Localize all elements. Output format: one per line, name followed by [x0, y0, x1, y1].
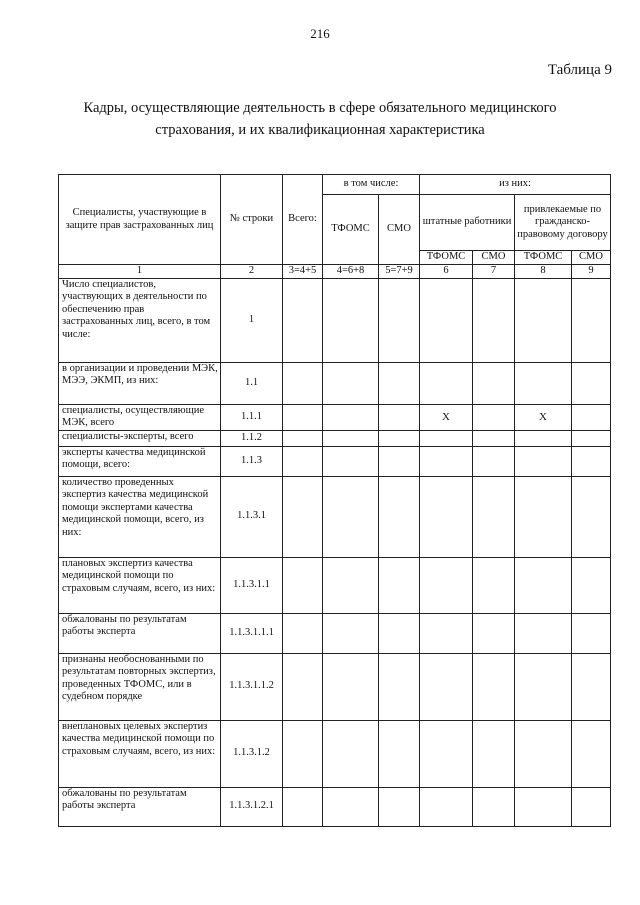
- table-header: [59, 175, 611, 279]
- row-value-cell: [572, 720, 611, 787]
- row-value-cell: [515, 362, 572, 404]
- column-number: 8: [515, 265, 572, 279]
- row-value-cell: [420, 653, 473, 720]
- row-value-cell: [323, 557, 379, 613]
- row-value-cell: [572, 613, 611, 653]
- row-value-cell: [473, 404, 515, 430]
- row-value-cell: [379, 557, 420, 613]
- row-value-cell: [420, 613, 473, 653]
- row-value-cell: [323, 613, 379, 653]
- row-value-cell: [379, 446, 420, 476]
- column-number: 1: [59, 265, 221, 279]
- row-code: 1.1.3.1.2.1: [221, 787, 283, 826]
- table-row: [59, 557, 611, 613]
- staff-qualification-table: [58, 174, 611, 827]
- row-code: 1.1: [221, 362, 283, 404]
- row-value-cell: [572, 476, 611, 557]
- row-value-cell: [379, 613, 420, 653]
- table-row: [59, 476, 611, 557]
- column-number: 7: [473, 265, 515, 279]
- column-number: 4=6+8: [323, 265, 379, 279]
- row-value-cell: [379, 476, 420, 557]
- table-label: Таблица 9: [547, 62, 612, 78]
- header-staff-employees: штатные работники: [420, 195, 515, 251]
- row-value-cell: [323, 653, 379, 720]
- row-value-cell: [473, 720, 515, 787]
- row-value-cell: [572, 653, 611, 720]
- row-value-cell: [420, 557, 473, 613]
- row-total-cell: [283, 404, 323, 430]
- row-value-cell: [420, 278, 473, 362]
- row-code: 1: [221, 278, 283, 362]
- row-value-cell: [572, 446, 611, 476]
- row-total-cell: [283, 362, 323, 404]
- row-value-cell: [323, 720, 379, 787]
- row-value-cell: X: [515, 404, 572, 430]
- table-body: [59, 278, 611, 826]
- row-total-cell: [283, 446, 323, 476]
- row-code: 1.1.3.1: [221, 476, 283, 557]
- row-value-cell: [323, 278, 379, 362]
- header-total: Всего:: [283, 175, 323, 265]
- column-numbering-row: [59, 265, 611, 279]
- row-value-cell: [473, 278, 515, 362]
- row-value-cell: [473, 613, 515, 653]
- row-label: Число специалистов, участвующих в деятельности по обеспечению прав застрахованных лиц, всего, в том числе:: [59, 278, 221, 362]
- row-value-cell: [323, 446, 379, 476]
- row-value-cell: [572, 404, 611, 430]
- row-value-cell: [515, 720, 572, 787]
- row-value-cell: [379, 362, 420, 404]
- row-value-cell: [515, 557, 572, 613]
- row-value-cell: [473, 446, 515, 476]
- row-value-cell: [379, 787, 420, 826]
- row-code: 1.1.3.1.2: [221, 720, 283, 787]
- row-value-cell: [473, 476, 515, 557]
- header-contract-employees: привлекаемые по гражданско-правовому договору: [515, 195, 611, 251]
- table-row: [59, 404, 611, 430]
- row-total-cell: [283, 787, 323, 826]
- row-value-cell: [420, 720, 473, 787]
- row-value-cell: [572, 430, 611, 446]
- column-number: 9: [572, 265, 611, 279]
- header-staff-tfoms: ТФОМС: [420, 251, 473, 265]
- column-number: 5=7+9: [379, 265, 420, 279]
- row-label: признаны необоснованными по результатам повторных экспертиз, проведенных ТФОМС, или в судебном порядке: [59, 653, 221, 720]
- document-title: Кадры, осуществляющие деятельность в сфере обязательного медицинского страхования, и их квалификационная характеристика: [83, 100, 557, 138]
- row-value-cell: [420, 476, 473, 557]
- table-row: [59, 720, 611, 787]
- column-number: 3=4+5: [283, 265, 323, 279]
- row-value-cell: [473, 430, 515, 446]
- row-value-cell: [515, 613, 572, 653]
- row-value-cell: [379, 720, 420, 787]
- row-value-cell: X: [420, 404, 473, 430]
- row-value-cell: [323, 787, 379, 826]
- row-code: 1.1.2: [221, 430, 283, 446]
- row-value-cell: [515, 476, 572, 557]
- header-contract-smo: СМО: [572, 251, 611, 265]
- table-row: [59, 653, 611, 720]
- row-label: количество проведенных экспертиз качества медицинской помощи экспертами качества медицинской помощи, всего, из них:: [59, 476, 221, 557]
- row-label: в организации и проведении МЭК, МЭЭ, ЭКМП, из них:: [59, 362, 221, 404]
- row-total-cell: [283, 613, 323, 653]
- row-code: 1.1.3: [221, 446, 283, 476]
- row-value-cell: [379, 430, 420, 446]
- table-row: [59, 787, 611, 826]
- table-row: [59, 362, 611, 404]
- row-total-cell: [283, 278, 323, 362]
- header-of-them: из них:: [420, 175, 611, 195]
- row-value-cell: [473, 653, 515, 720]
- row-code: 1.1.3.1.1.2: [221, 653, 283, 720]
- row-value-cell: [515, 278, 572, 362]
- table-row: [59, 278, 611, 362]
- row-value-cell: [379, 278, 420, 362]
- row-value-cell: [420, 787, 473, 826]
- row-total-cell: [283, 653, 323, 720]
- row-value-cell: [420, 362, 473, 404]
- header-row-number: № строки: [221, 175, 283, 265]
- row-label: обжалованы по результатам работы эксперта: [59, 787, 221, 826]
- row-code: 1.1.3.1.1.1: [221, 613, 283, 653]
- row-label: плановых экспертиз качества медицинской помощи по страховым случаям, всего, из них:: [59, 557, 221, 613]
- row-total-cell: [283, 557, 323, 613]
- row-value-cell: [473, 557, 515, 613]
- column-number: 2: [221, 265, 283, 279]
- row-code: 1.1.3.1.1: [221, 557, 283, 613]
- row-value-cell: [572, 362, 611, 404]
- row-total-cell: [283, 476, 323, 557]
- row-label: специалисты-эксперты, всего: [59, 430, 221, 446]
- page-number: 216: [310, 26, 330, 41]
- row-value-cell: [420, 446, 473, 476]
- row-value-cell: [379, 404, 420, 430]
- header-staff-smo: СМО: [473, 251, 515, 265]
- header-smo: СМО: [379, 195, 420, 265]
- row-value-cell: [572, 557, 611, 613]
- row-value-cell: [515, 787, 572, 826]
- row-value-cell: [323, 362, 379, 404]
- row-value-cell: [473, 787, 515, 826]
- row-label: специалисты, осуществляющие МЭК, всего: [59, 404, 221, 430]
- row-value-cell: [420, 430, 473, 446]
- row-value-cell: [323, 476, 379, 557]
- row-value-cell: [473, 362, 515, 404]
- row-label: внеплановых целевых экспертиз качества медицинской помощи по страховым случаям, всего, из них:: [59, 720, 221, 787]
- row-value-cell: [515, 653, 572, 720]
- row-code: 1.1.1: [221, 404, 283, 430]
- row-value-cell: [515, 430, 572, 446]
- header-specialists: Специалисты, участвующие в защите прав застрахованных лиц: [59, 175, 221, 265]
- column-number: 6: [420, 265, 473, 279]
- row-value-cell: [323, 404, 379, 430]
- table-row: [59, 446, 611, 476]
- header-including: в том числе:: [323, 175, 420, 195]
- row-value-cell: [323, 430, 379, 446]
- row-value-cell: [515, 446, 572, 476]
- row-value-cell: [572, 787, 611, 826]
- header-contract-tfoms: ТФОМС: [515, 251, 572, 265]
- table-row: [59, 613, 611, 653]
- row-label: эксперты качества медицинской помощи, всего:: [59, 446, 221, 476]
- header-tfoms: ТФОМС: [323, 195, 379, 265]
- table-row: [59, 430, 611, 446]
- row-total-cell: [283, 720, 323, 787]
- row-label: обжалованы по результатам работы эксперта: [59, 613, 221, 653]
- row-value-cell: [379, 653, 420, 720]
- row-value-cell: [572, 278, 611, 362]
- row-total-cell: [283, 430, 323, 446]
